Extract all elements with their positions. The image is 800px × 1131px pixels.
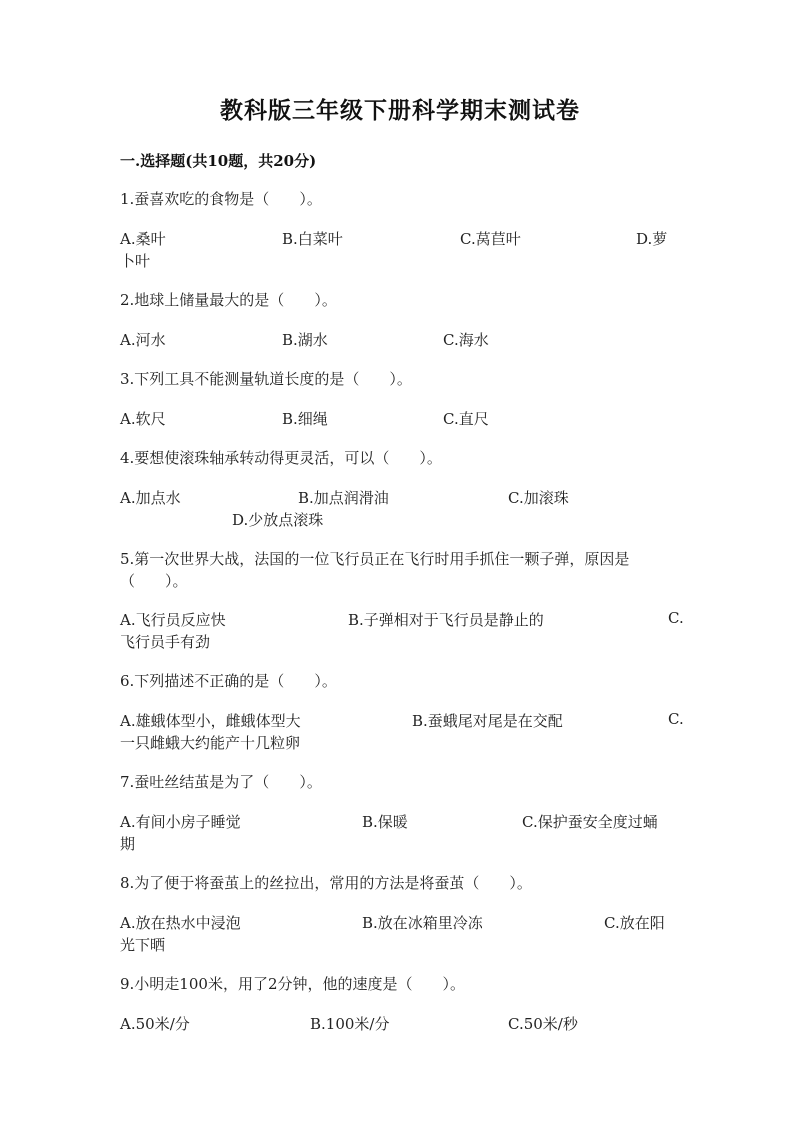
question-option: B.蚕蛾尾对尾是在交配 xyxy=(412,712,563,730)
question-option: B.白菜叶 xyxy=(282,230,343,248)
question-option: C.海水 xyxy=(443,331,489,349)
option-wrap: 光下晒 xyxy=(120,936,166,954)
question-option: B.放在冰箱里冷冻 xyxy=(362,914,483,932)
question-option: C.加滚珠 xyxy=(508,489,569,507)
question-option: C.放在阳 xyxy=(604,914,665,932)
question-option: A.桑叶 xyxy=(120,230,166,248)
question-option: A.软尺 xyxy=(120,410,166,428)
option-wrap: 卜叶 xyxy=(120,252,151,270)
question-stem: 1.蚕喜欢吃的食物是（ ）。 xyxy=(120,190,322,208)
question-stem: 7.蚕吐丝结茧是为了（ ）。 xyxy=(120,773,322,791)
question-stem: 5.第一次世界大战，法国的一位飞行员正在飞行时用手抓住一颗子弹，原因是 xyxy=(120,550,630,568)
option-wrap: 飞行员手有劲 xyxy=(120,633,211,651)
question-option: A.雄蛾体型小，雌蛾体型大 xyxy=(120,712,301,730)
stem-wrap: （ ）。 xyxy=(120,572,188,590)
question-stem: 9.小明走100米，用了2分钟，他的速度是（ ）。 xyxy=(120,975,465,993)
question-option: C.直尺 xyxy=(443,410,489,428)
question-option: C. xyxy=(668,609,684,627)
question-option: C.50米/秒 xyxy=(508,1015,578,1033)
question-stem: 8.为了便于将蚕茧上的丝拉出，常用的方法是将蚕茧（ ）。 xyxy=(120,874,532,892)
question-stem: 2.地球上储量最大的是（ ）。 xyxy=(120,291,337,309)
question-option: B.加点润滑油 xyxy=(298,489,389,507)
question-option: A.有间小房子睡觉 xyxy=(120,813,241,831)
question-option: C. xyxy=(668,710,684,728)
section-heading: 一.选择题(共10题，共20分) xyxy=(120,152,317,170)
question-option: B.细绳 xyxy=(282,410,328,428)
question-option: A.放在热水中浸泡 xyxy=(120,914,241,932)
question-option: A.飞行员反应快 xyxy=(120,611,226,629)
question-option: C.莴苣叶 xyxy=(460,230,521,248)
question-option: B.保暖 xyxy=(362,813,408,831)
question-option: D.萝 xyxy=(636,230,668,248)
question-option: A.河水 xyxy=(120,331,166,349)
question-option: C.保护蚕安全度过蛹 xyxy=(522,813,658,831)
question-option: B.100米/分 xyxy=(310,1015,390,1033)
question-option: A.50米/分 xyxy=(120,1015,190,1033)
question-option: D.少放点滚珠 xyxy=(232,511,324,529)
option-wrap: 一只雌蛾大约能产十几粒卵 xyxy=(120,734,301,752)
page-title: 教科版三年级下册科学期末测试卷 xyxy=(220,97,580,124)
question-option: B.湖水 xyxy=(282,331,328,349)
question-stem: 4.要想使滚珠轴承转动得更灵活，可以（ ）。 xyxy=(120,449,442,467)
question-stem: 3.下列工具不能测量轨道长度的是（ ）。 xyxy=(120,370,412,388)
question-option: A.加点水 xyxy=(120,489,181,507)
option-wrap: 期 xyxy=(120,835,136,853)
question-stem: 6.下列描述不正确的是（ ）。 xyxy=(120,672,337,690)
question-option: B.子弹相对于飞行员是静止的 xyxy=(348,611,544,629)
